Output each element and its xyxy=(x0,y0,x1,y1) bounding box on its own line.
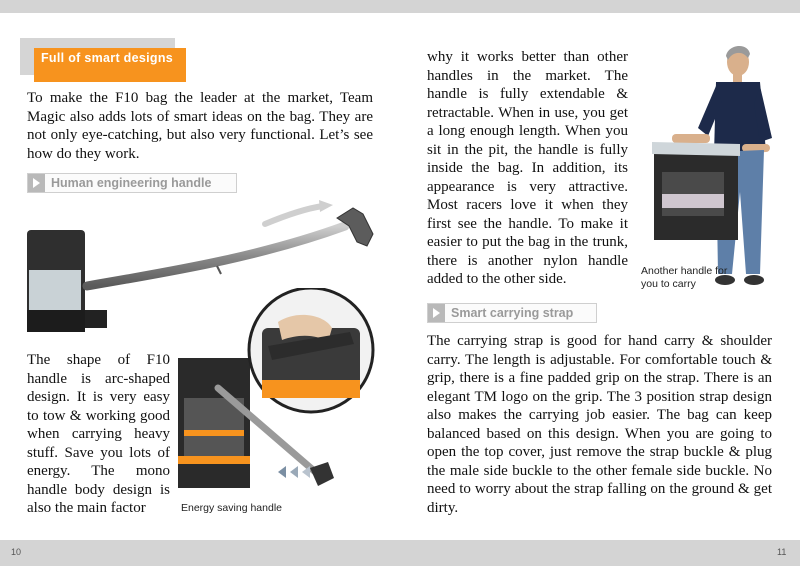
handle-rod xyxy=(87,226,345,286)
strap-paragraph: The carrying strap is good for hand carry & shoulder carry. The length is adjustable. For comfortable touch & grip, there is a fine padded grip on the strap. There is an elegant TM logo on the grip. The 3 position strap design also makes the carrying job easier. The bag can keep balanced based on this design. When you are going to open the top cover, just remove the strap buckle & plug the male side buckle to the other female side buckle. No need to worry about the strap falling on the ground & get dirty. xyxy=(427,333,772,516)
motion-arrow-icon xyxy=(265,206,323,224)
subsection-handle xyxy=(27,173,237,193)
subsection-strap-title: Smart carrying strap xyxy=(451,306,574,320)
subsection-strap xyxy=(427,303,597,323)
play-arrow-icon xyxy=(428,304,445,322)
energy-saving-caption: Energy saving handle xyxy=(181,502,282,514)
subsection-handle-title: Human engineering handle xyxy=(51,176,212,190)
man-carrying-bag-illustration xyxy=(636,42,786,292)
play-arrow-icon xyxy=(28,174,45,192)
page-number-right: 11 xyxy=(777,547,787,557)
intro-paragraph: To make the F10 bag the leader at the market, Team Magic also adds lots of smart ideas on the bag. They are not only eye-catching, but also very functional. Let’s see how do they work. xyxy=(27,90,373,162)
handle-paragraph: The shape of F10 handle is arc-shaped design. It is very easy to tow & working good when carrying heavy stuff. Save you lots of energy. The mono handle body design is also the main factor xyxy=(27,352,170,516)
handle-paragraph-continued: why it works better than other handles in the market. The handle is fully extendable & retractable. When in use, you get a long enough length. When you sit in the pit, the handle is fully inside the bag. In addition, its appearance is very attractive. Most racers love it when they first see the handle. To make it easier to put the bag in the trunk, there is another nylon handle added to the other side. xyxy=(427,49,628,287)
other-handle-caption: Another handle for you to carry xyxy=(641,265,728,290)
section-title: Full of smart designs xyxy=(34,48,186,82)
energy-saving-handle-photo xyxy=(178,288,380,502)
page-number-left: 10 xyxy=(11,547,22,557)
